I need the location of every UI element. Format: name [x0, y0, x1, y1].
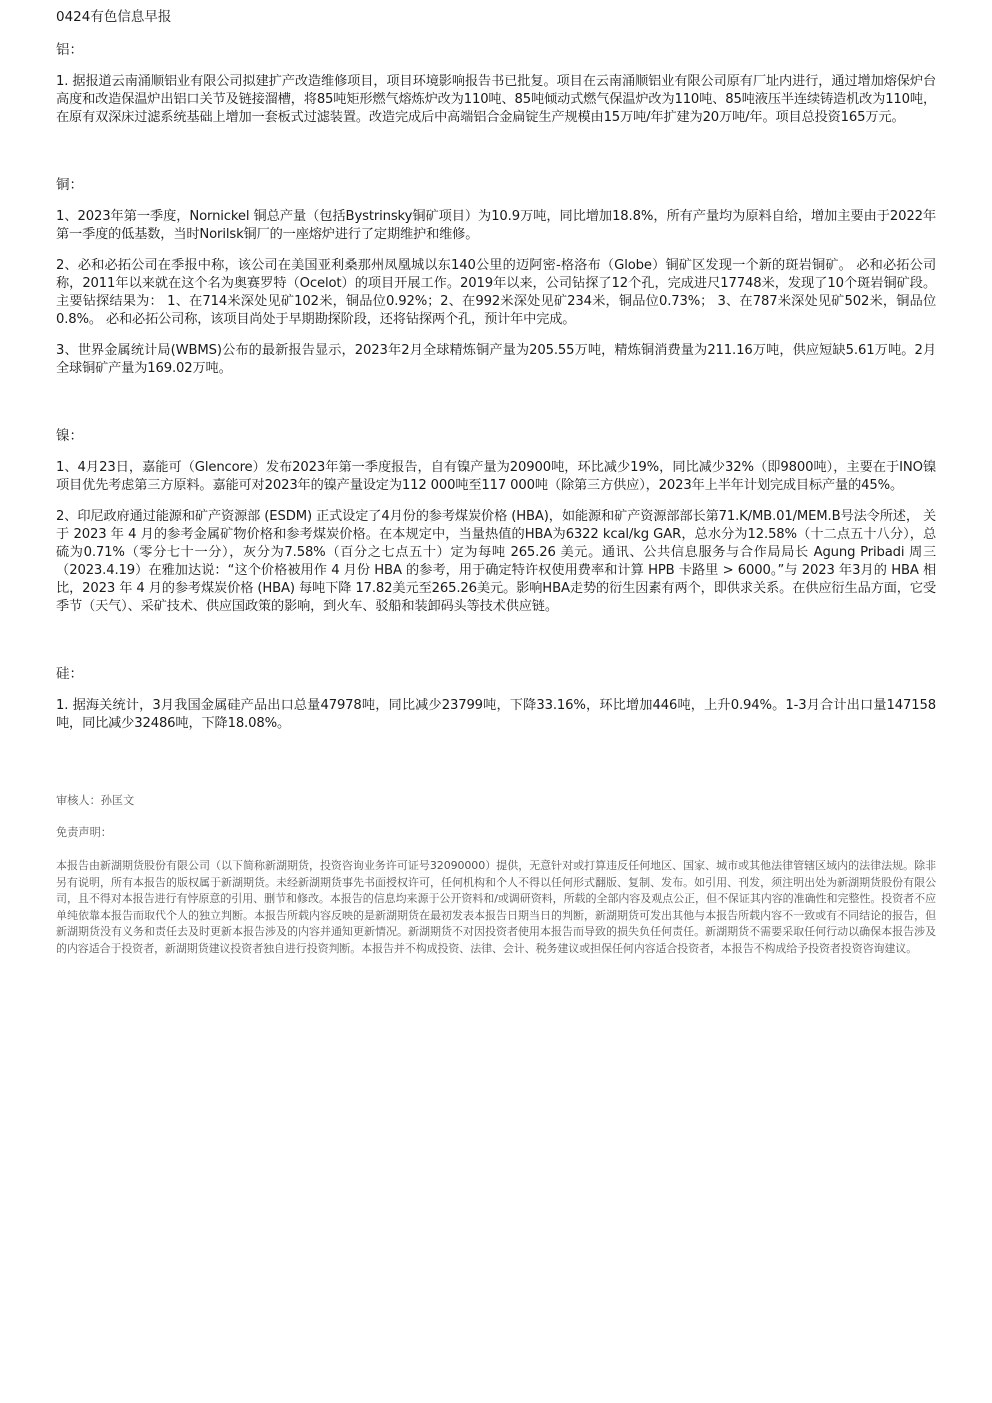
document-page	[56, 8, 936, 957]
copper-paragraph-1: 1、2023年第一季度，Nornickel 铜总产量（包括Bystrinsky铜矿项目）为10.9万吨，同比增加18.8%，所有产量均为原料自给，增加主要由于2022年第一季度的低基数，当时Norilsk铜厂的一座熔炉进行了定期维护和维修。	[56, 209, 936, 242]
copper-paragraph-3: 3、世界金属统计局(WBMS)公布的最新报告显示，2023年2月全球精炼铜产量为205.55万吨，精炼铜消费量为211.16万吨，供应短缺5.61万吨。2月全球铜矿产量为169.02万吨。	[56, 343, 936, 376]
section-title-aluminum: 铝：	[56, 42, 83, 58]
disclaimer-body: 本报告由新湖期货股份有限公司（以下简称新湖期货，投资咨询业务许可证号32090000）提供，无意针对或打算违反任何地区、国家、城市或其他法律管辖区域内的法律法规。除非另有说明，所有本报告的版权属于新湖期货。未经新湖期货事先书面授权许可，任何机构和个人不得以任何形式翻版、复制、发布。如引用、刊发，须注明出处为新湖期货股份有限公司，且不得对本报告进行有悖原意的引用、删节和修改。本报告的信息均来源于公开资料和/或调研资料，所载的全部内容及观点公正，但不保证其内容的准确性和完整性。投资者不应单纯依靠本报告而取代个人的独立判断。本报告所载内容反映的是新湖期货在最初发表本报告日期当日的判断，新湖期货可发出其他与本报告所载内容不一致或有不同结论的报告，但新湖期货没有义务和责任去及时更新本报告涉及的内容并通知更新情况。新湖期货不对因投资者使用本报告而导致的损失负任何责任。新湖期货不需要采取任何行动以确保本报告涉及的内容适合于投资者，新湖期货建议投资者独自进行投资判断。本报告并不构成投资、法律、会计、税务建议或担保任何内容适合投资者，本报告不构成给予投资者投资咨询建议。	[56, 859, 936, 955]
disclaimer-title: 免责声明：	[56, 826, 112, 839]
section-title-copper: 铜：	[56, 177, 83, 193]
section-title-silicon: 硅：	[56, 666, 83, 682]
section-aluminum	[56, 41, 936, 127]
section-title-nickel: 镍：	[56, 428, 83, 444]
section-copper	[56, 176, 936, 378]
nickel-paragraph-2: 2、印尼政府通过能源和矿产资源部 (ESDM) 正式设定了4月份的参考煤炭价格 (HBA)，如能源和矿产资源部部长第71.K/MB.01/MEM.B号法令所述， 关于 2023 年 4 月的参考金属矿物价格和参考煤炭价格。在本规定中，当量热值的HBA为6322 kcal/kg GAR，总水分为12.58%（十二点五十八分），总硫为0.71%（零分七十一分），灰分为7.58%（百分之七点五十）定为每吨 265.26 美元。通讯、公共信息服务与合作局局长 Agung Pribadi 周三（2023.4.19）在雅加达说：“这个价格被用作 4 月份 HBA 的参考，用于确定特许权使用费率和计算 HPB 卡路里 > 6000。”与 2023 年3月的 HBA 相比，2023 年 4 月的参考煤炭价格 (HBA) 每吨下降 17.82美元至265.26美元。影响HBA走势的衍生因素有两个，即供求关系。在供应衍生品方面，它受季节（天气）、采矿技术、供应国政策的影响，到火车、驳船和装卸码头等技术供应链。	[56, 509, 936, 614]
copper-paragraph-2: 2、必和必拓公司在季报中称，该公司在美国亚利桑那州凤凰城以东140公里的迈阿密-格洛布（Globe）铜矿区发现一个新的斑岩铜矿。 必和必拓公司称，2011年以来就在这个名为奥赛罗特（Ocelot）的项目开展工作。2019年以来，公司钻探了12个孔，完成进尺17748米，发现了10个斑岩铜矿段。 主要钻探结果为： 1、在714米深处见矿102米，铜品位0.92%；2、在992米深处见矿234米，铜品位0.73%； 3、在787米深处见矿502米，铜品位0.8%。 必和必拓公司称，该项目尚处于早期勘探阶段，还将钻探两个孔，预计年中完成。	[56, 258, 936, 327]
section-nickel	[56, 427, 936, 616]
nickel-paragraph-1: 1、4月23日，嘉能可（Glencore）发布2023年第一季度报告，自有镍产量为20900吨，环比减少19%，同比减少32%（即9800吨），主要在于INO镍项目优先考虑第三方原料。嘉能可对2023年的镍产量设定为112 000吨至117 000吨（除第三方供应），2023年上半年计划完成目标产量的45%。	[56, 460, 936, 493]
document-title: 0424有色信息早报	[56, 9, 172, 25]
section-silicon	[56, 665, 936, 733]
silicon-paragraph-1: 1. 据海关统计，3月我国金属硅产品出口总量47978吨，同比减少23799吨，下降33.16%，环比增加446吨，上升0.94%。1-3月合计出口量147158吨，同比减少32486吨，下降18.08%。	[56, 698, 936, 731]
aluminum-paragraph-1: 1. 据报道云南涌顺铝业有限公司拟建扩产改造维修项目，项目环境影响报告书已批复。项目在云南涌顺铝业有限公司原有厂址内进行，通过增加熔保炉台高度和改造保温炉出铝口关节及链接溜槽，将85吨矩形燃气熔炼炉改为110吨、85吨倾动式燃气保温炉改为110吨、85吨液压半连续铸造机改为110吨，在原有双深床过滤系统基础上增加一套板式过滤装置。改造完成后中高端铝合金扁锭生产规模由15万吨/年扩建为20万吨/年。项目总投资165万元。	[56, 74, 936, 125]
reviewer-line: 审核人：孙匡文	[56, 794, 135, 807]
report-footer	[56, 793, 936, 957]
